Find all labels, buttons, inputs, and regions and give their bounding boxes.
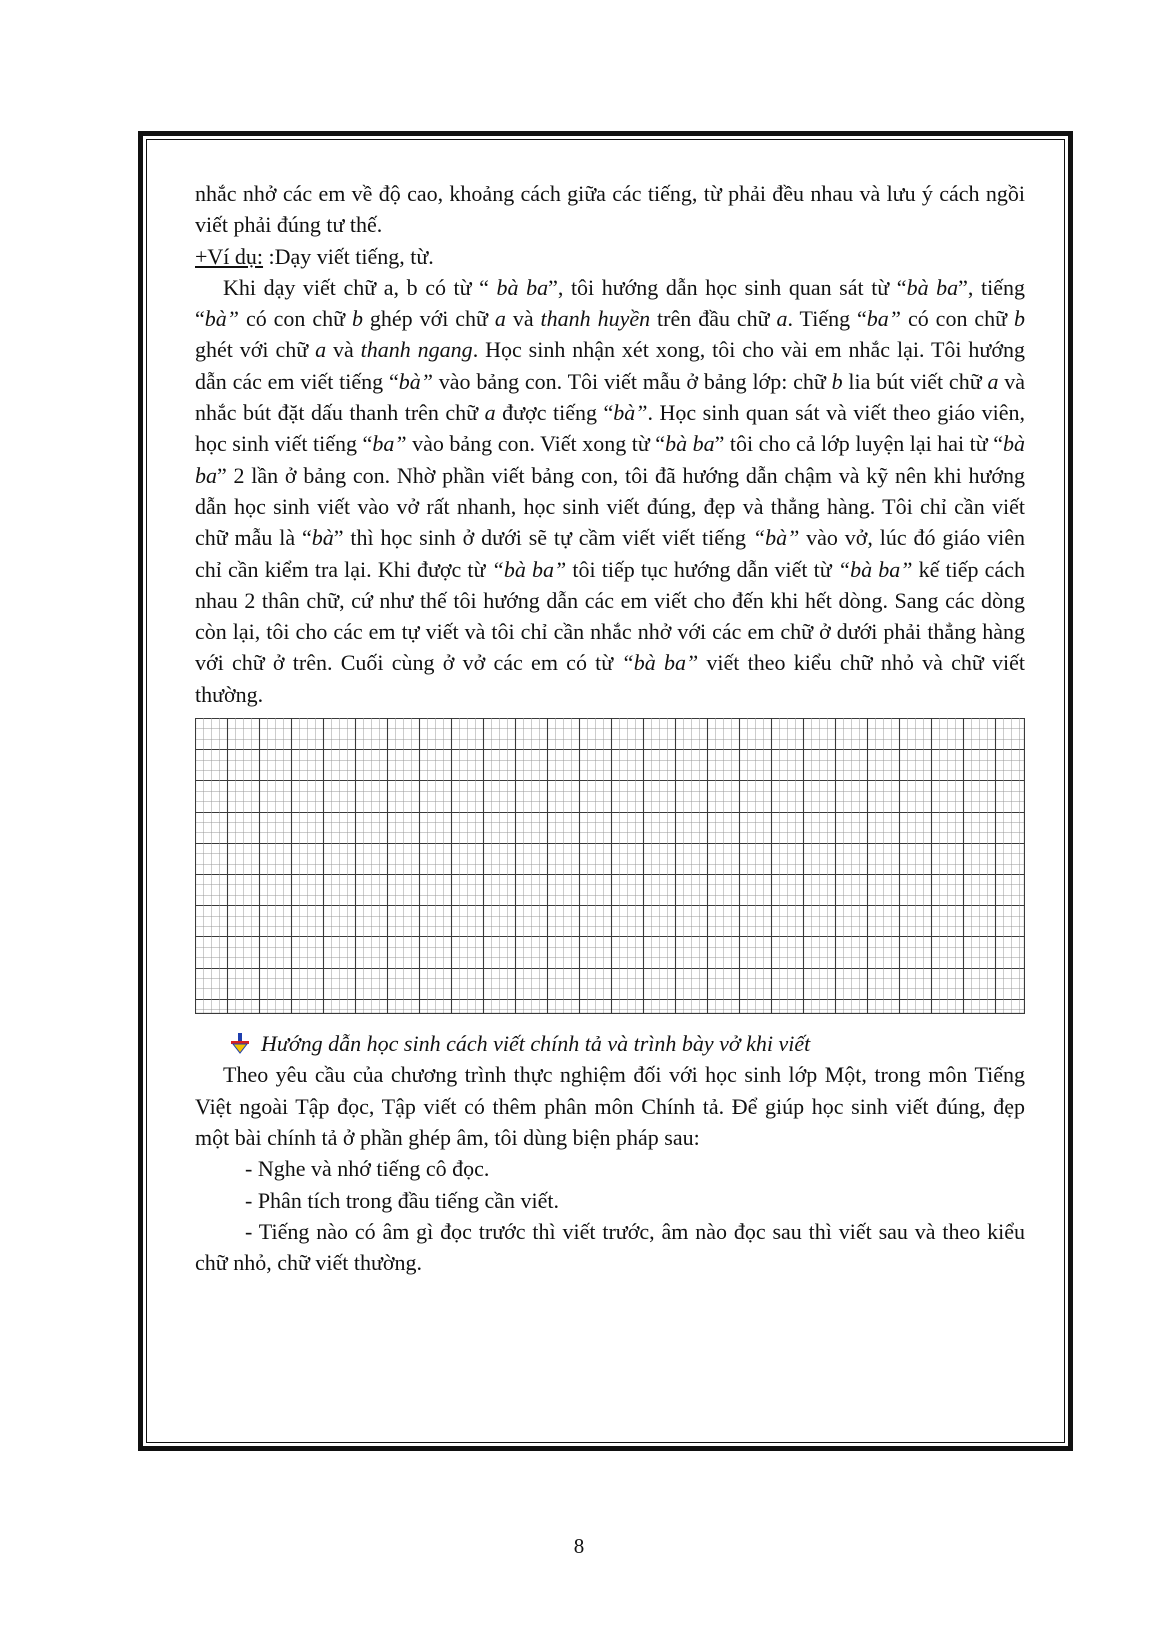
paragraph-text: vào bảng con. Tôi viết mẫu ở bảng lớp: chữ <box>432 368 832 394</box>
paragraph-text: và nhắc bút đặt dấu thanh trên chữ <box>195 368 1026 426</box>
italic-term: bà ba <box>195 431 1026 488</box>
paragraph-text: ” tôi cho cả lớp luyện lại hai từ “ <box>714 431 1004 457</box>
section2-paragraph: Theo yêu cầu của chương trình thực nghiệm đối với học sinh lớp Một, trong môn Tiếng Việt ngoài Tập đọc, Tập viết có thêm phân môn Chính tả. Để giúp học sinh viết đúng, đẹp một bài chính tả ở phần ghép âm, tôi dùng biện pháp sau: <box>195 1062 1025 1150</box>
italic-term: “bà ba” <box>837 556 913 582</box>
italic-term: a <box>484 400 496 426</box>
paragraph-text: được tiếng “ <box>495 400 614 426</box>
paragraph-text: ” 2 lần ở bảng con. Nhờ phần viết bảng con, tôi đã hướng dẫn chậm và kỹ nên khi hướng dẫn học sinh viết vào vở rất nhanh, học sinh viết đúng, đẹp và thẳng hàng. Tôi chỉ cần viết chữ mẫu là “ <box>195 462 1025 551</box>
italic-term: ba” <box>372 431 407 457</box>
example-text: :Dạy viết tiếng, từ. <box>263 243 434 269</box>
paragraph-text: . Học sinh quan sát và viết theo giáo viên, học sinh viết tiếng “ <box>195 400 1025 457</box>
italic-term: a <box>494 306 506 332</box>
paragraph-text: viết theo kiểu chữ nhỏ và chữ viết thường. <box>195 650 1025 707</box>
italic-term: “bà ba” <box>621 650 699 676</box>
italic-term: thanh ngang <box>360 337 473 363</box>
list-item: - Nghe và nhớ tiếng cô đọc. <box>245 1156 490 1182</box>
handwriting-practice-grid <box>195 718 1025 1014</box>
paragraph-text: vào vở, lúc đó giáo viên chỉ cần kiểm tra lại. Khi được từ <box>195 525 1026 582</box>
page-content <box>195 178 1025 1278</box>
main-paragraph <box>195 272 1025 710</box>
example-line <box>195 241 1025 272</box>
paragraph-text: có con chữ <box>239 306 352 332</box>
italic-term: b <box>831 368 843 394</box>
italic-term: a <box>987 368 999 394</box>
italic-term: “bà ba” <box>491 556 567 582</box>
paragraph-text: Khi dạy viết chữ a, b có từ “ <box>223 274 497 300</box>
italic-term: bà” <box>204 306 240 332</box>
italic-term: thanh huyền <box>540 306 651 332</box>
italic-term: “bà” <box>752 525 800 551</box>
italic-term: bà ba <box>665 431 715 457</box>
list-item: - Tiếng nào có âm gì đọc trước thì viết trước, âm nào đọc sau thì viết sau và theo kiểu chữ nhỏ, chữ viết thường. <box>195 1218 1025 1276</box>
italic-term: b <box>351 306 363 332</box>
italic-term: bà” <box>613 400 648 426</box>
paragraph-text: tôi tiếp tục hướng dẫn viết từ <box>566 556 838 582</box>
paragraph-text: lia bút viết chữ <box>842 368 988 394</box>
italic-term: bà” <box>398 368 433 394</box>
italic-term: a <box>776 306 788 332</box>
example-label: +Ví dụ: <box>195 243 264 269</box>
paragraph-text: ghép với chữ <box>362 306 495 332</box>
italic-term: b <box>1014 306 1025 332</box>
italic-term: bà ba <box>496 274 549 300</box>
italic-term: a <box>315 337 327 363</box>
paragraph-text: . Tiếng “ <box>787 306 867 332</box>
paragraph-text: và <box>505 306 541 332</box>
paragraph-text: có con chữ <box>901 306 1014 332</box>
intro-paragraph: nhắc nhở các em về độ cao, khoảng cách giữa các tiếng, từ phải đều nhau và lưu ý cách ngồi viết phải đúng tư thế. <box>195 181 1025 238</box>
paragraph-text: ”, tiếng “ <box>195 274 1026 332</box>
paragraph-text: ghét với chữ <box>195 337 316 363</box>
paragraph-text: và <box>326 337 361 363</box>
italic-term: bà <box>311 525 334 551</box>
page-number: 8 <box>573 1534 585 1558</box>
paragraph-text: trên đầu chữ <box>650 306 777 332</box>
italic-term: bà ba <box>906 274 959 300</box>
paragraph-text: ” thì học sinh ở dưới sẽ tự cầm viết viết tiếng <box>333 525 753 551</box>
list-item: - Phân tích trong đầu tiếng cần viết. <box>245 1187 560 1213</box>
italic-term: ba” <box>866 306 902 332</box>
down-arrow-bullet-icon <box>229 1032 251 1054</box>
paragraph-text: vào bảng con. Viết xong từ “ <box>406 431 666 457</box>
section-heading <box>195 1028 1025 1059</box>
paragraph-text: . Học sinh nhận xét xong, tôi cho vài em nhắc lại. Tôi hướng dẫn các em viết tiếng “ <box>195 337 1025 394</box>
section-heading-text: Hướng dẫn học sinh cách viết chính tả và trình bày vở khi viết <box>261 1031 811 1057</box>
paragraph-text: ”, tôi hướng dẫn học sinh quan sát từ “ <box>548 274 907 300</box>
paragraph-text: kế tiếp cách nhau 2 thân chữ, cứ như thế tôi hướng dẫn các em viết cho đến khi hết dòng. Sang các dòng còn lại, tôi cho các em tự viết và tôi chỉ cần nhắc nhở với các em chữ ở dưới phải thẳng hàng với chữ ở trên. Cuối cùng ở vở các em có từ <box>195 556 1025 676</box>
